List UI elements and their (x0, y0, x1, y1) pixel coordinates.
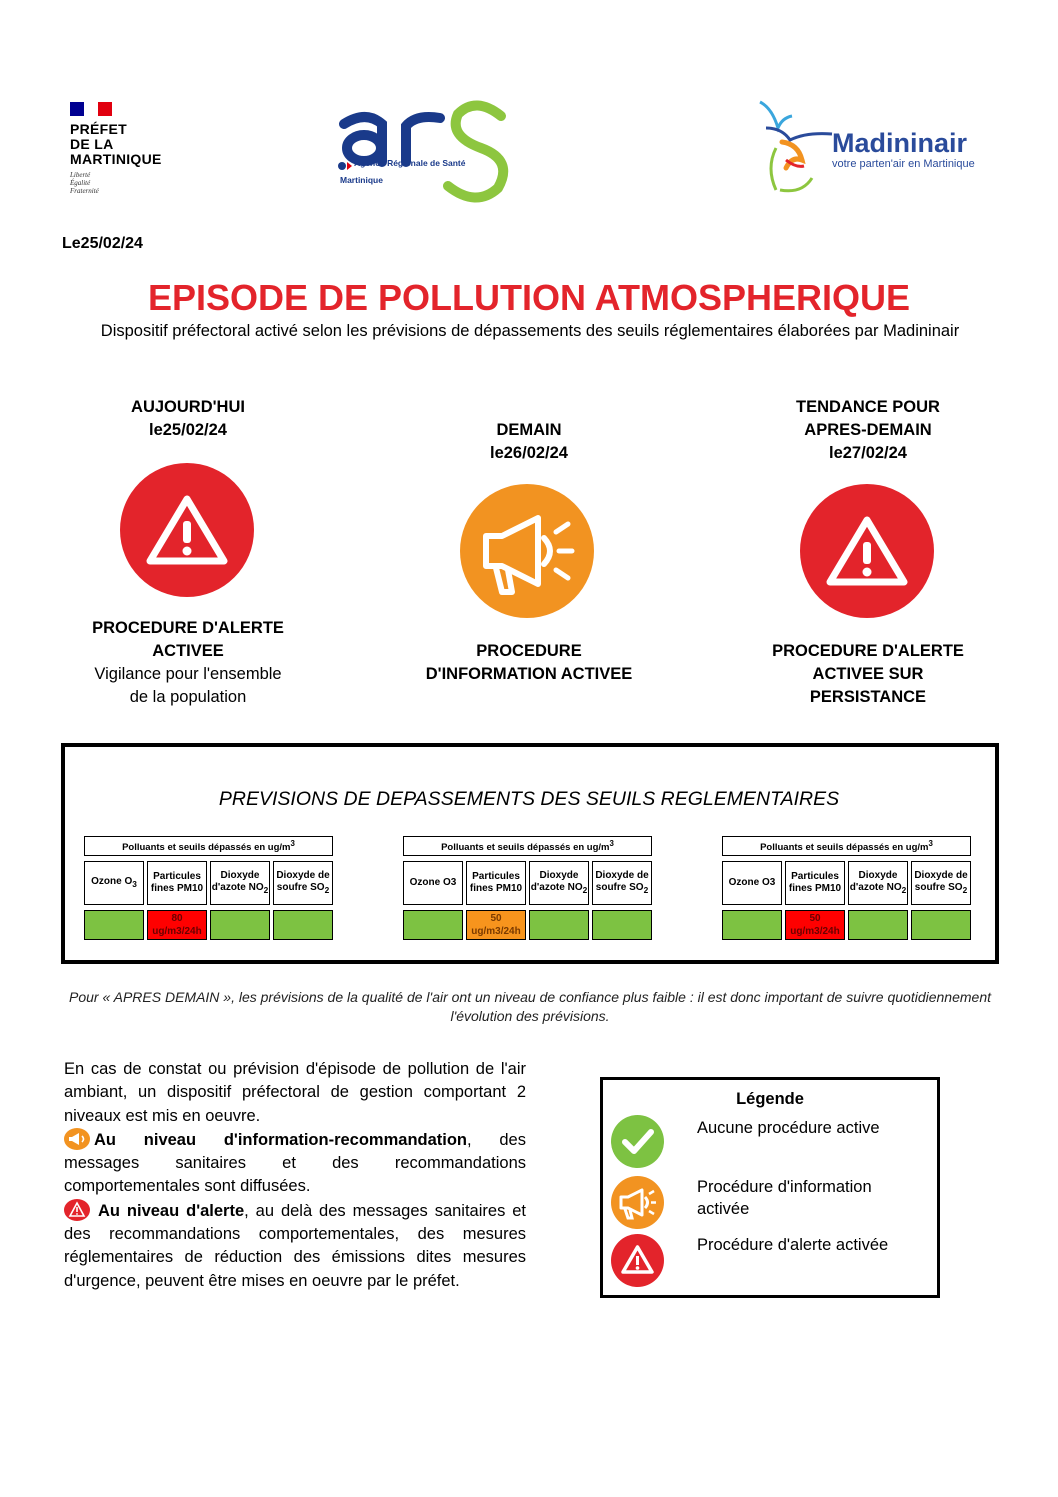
table-header: Polluants et seuils dépassés en $ug/m^3$ (84, 836, 333, 856)
procedure-after-tomorrow: PROCEDURE D'ALERTE ACTIVEE SUR PERSISTANCE (772, 642, 964, 706)
alert-level-text: , au delà des messages sanitaires et des recommandations comportementales, des mesures réglementaires de réduction des émissions dites mesures d'urgence, peuvent être mises en oeuvre par le préfet. (64, 1201, 527, 1290)
pollutant-no2: Dioxyde d'azote $NO_2$ (848, 861, 908, 905)
megaphone-icon (611, 1176, 664, 1229)
prefet-line: DE LA (70, 136, 114, 152)
previsions-title: PREVISIONS DE DEPASSEMENTS DES SEUILS REGLEMENTAIRES (218, 788, 840, 810)
value-ozone (403, 910, 463, 940)
value-ozone (84, 910, 144, 940)
legend-label-none: Aucune procédure active (697, 1119, 880, 1137)
procedure-today-detail: Vigilance pour l'ensemble de la population (94, 665, 282, 706)
value-pm10: 50 ug/m3/24h (466, 910, 526, 940)
legend-box (600, 1077, 940, 1298)
info-level-text: , des messages sanitaires et des recommandations comportementales sont diffusées. (64, 1130, 526, 1196)
alert-level-label: Au niveau d'alerte (98, 1201, 245, 1220)
previsions-table-tomorrow (400, 836, 655, 940)
value-no2 (848, 910, 908, 940)
intro-paragraph: En cas de constat ou prévision d'épisode de pollution de l'air ambiant, un dispositif préfectoral de gestion comportant 2 niveaux est mis en oeuvre. (64, 1060, 526, 1125)
page-title: EPISODE DE POLLUTION ATMOSPHERIQUE (147, 277, 911, 318)
french-flag-icon (70, 102, 112, 116)
procedure-tomorrow: PROCEDURE D'INFORMATION ACTIVEE (425, 642, 633, 683)
previsions-table-after-tomorrow (719, 836, 974, 940)
value-no2 (210, 910, 270, 940)
value-so2 (273, 910, 333, 940)
megaphone-icon (460, 484, 594, 618)
legend-label-alert: Procédure d'alerte activée (697, 1236, 889, 1254)
value-so2 (911, 910, 971, 940)
value-no2 (529, 910, 589, 940)
alert-icon (611, 1234, 664, 1287)
table-header: Polluants et seuils dépassés en $ug/m^3$ (403, 836, 652, 856)
pollutant-pm10: Particules fines PM10 (785, 861, 845, 905)
table-header: Polluants et seuils dépassés en $ug/m^3$ (722, 836, 971, 856)
value-pm10: 50 ug/m3/24h (785, 910, 845, 940)
prefet-line: PRÉFET (70, 121, 128, 137)
madininair-tagline: votre parten'air en Martinique (832, 158, 975, 170)
value-ozone (722, 910, 782, 940)
legend-label-info: Procédure d'information activée (697, 1178, 872, 1218)
pollutant-no2: Dioxyde d'azote $NO_2$ (529, 861, 589, 905)
day-heading-after-tomorrow: TENDANCE POUR APRES-DEMAIN le27/02/24 (796, 398, 940, 462)
megaphone-icon (64, 1128, 90, 1150)
alert-icon (800, 484, 934, 618)
pollutant-pm10: Particules fines PM10 (147, 861, 207, 905)
pollutant-no2: Dioxyde d'azote $NO_2$ (210, 861, 270, 905)
confidence-note: Pour « APRES DEMAIN », les prévisions de la qualité de l'air ont un niveau de confiance plus faible : il est donc important de suivre quotidiennement l'évolution des prévisions. (68, 989, 991, 1024)
ars-logo (336, 96, 521, 206)
prefet-motto: Liberté Égalité Fraternité (70, 171, 99, 195)
issue-date: Le25/02/24 (62, 235, 143, 252)
ars-region: Martinique (340, 175, 383, 185)
value-pm10: 80 ug/m3/24h (147, 910, 207, 940)
pollutant-pm10: Particules fines PM10 (466, 861, 526, 905)
info-level-label: Au niveau d'information-recommandation (94, 1130, 468, 1149)
madininair-logo (752, 98, 992, 198)
pollutant-so2: Dioxyde de soufre $SO_2$ (592, 861, 652, 905)
page-subtitle: Dispositif préfectoral activé selon les prévisions de dépassements des seuils réglementaires élaborées par Madininair (100, 322, 960, 340)
procedure-explanation (64, 1058, 526, 1293)
ars-name: Agence Régionale de Santé (354, 158, 466, 168)
prefet-logo (70, 102, 190, 195)
pollutant-ozone: Ozone O3 (403, 861, 463, 905)
alert-icon (120, 463, 254, 597)
alert-icon (64, 1199, 90, 1221)
check-icon (611, 1115, 664, 1168)
pollutant-so2: Dioxyde de soufre $SO_2$ (911, 861, 971, 905)
pollutant-so2: Dioxyde de soufre $SO_2$ (273, 861, 333, 905)
procedure-today: PROCEDURE D'ALERTE ACTIVEE (92, 619, 284, 660)
prefet-line: MARTINIQUE (70, 151, 162, 167)
pollutant-ozone: Ozone $O_3$ (84, 861, 144, 905)
previsions-table-today (81, 836, 336, 940)
hummingbird-icon (752, 98, 834, 201)
value-so2 (592, 910, 652, 940)
legend-title: Légende (736, 1090, 804, 1108)
day-heading-tomorrow: DEMAIN le26/02/24 (490, 421, 568, 462)
pollutant-ozone: Ozone O3 (722, 861, 782, 905)
ars-dots-icon (338, 158, 352, 168)
madininair-name: Madininair (832, 128, 968, 158)
day-heading-today: AUJOURD'HUI le25/02/24 (131, 398, 245, 439)
